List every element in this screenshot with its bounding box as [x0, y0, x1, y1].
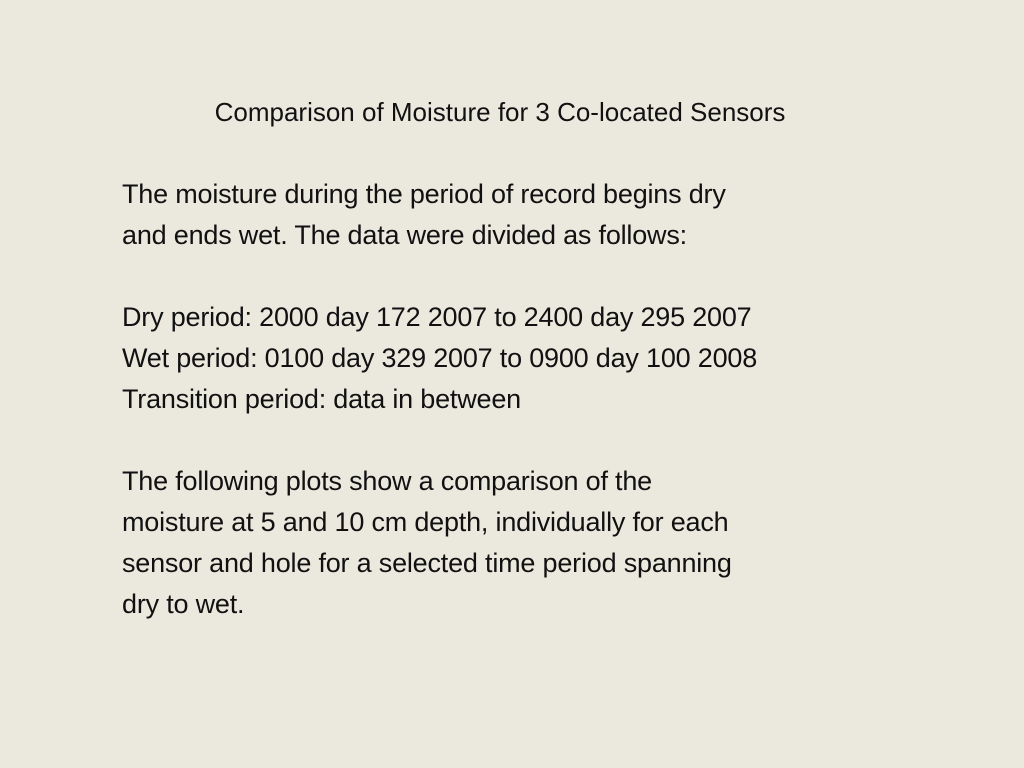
text-line: sensor and hole for a selected time period spanning — [122, 548, 732, 578]
transition-period-line: Transition period: data in between — [122, 384, 521, 414]
text-line: dry to wet. — [122, 589, 245, 619]
wet-period-line: Wet period: 0100 day 329 2007 to 0900 day 100 2008 — [122, 343, 758, 373]
periods-paragraph — [122, 297, 982, 420]
slide-title: Comparison of Moisture for 3 Co-located Sensors — [214, 97, 786, 127]
dry-period-line: Dry period: 2000 day 172 2007 to 2400 day 295 2007 — [122, 302, 752, 332]
text-line: and ends wet. The data were divided as follows: — [122, 220, 687, 250]
text-line: The following plots show a comparison of the — [122, 466, 652, 496]
intro-paragraph — [122, 174, 982, 256]
plots-paragraph — [122, 461, 982, 625]
slide-body — [122, 174, 982, 625]
text-line: moisture at 5 and 10 cm depth, individually for each — [122, 507, 729, 537]
text-line: The moisture during the period of record begins dry — [122, 179, 726, 209]
